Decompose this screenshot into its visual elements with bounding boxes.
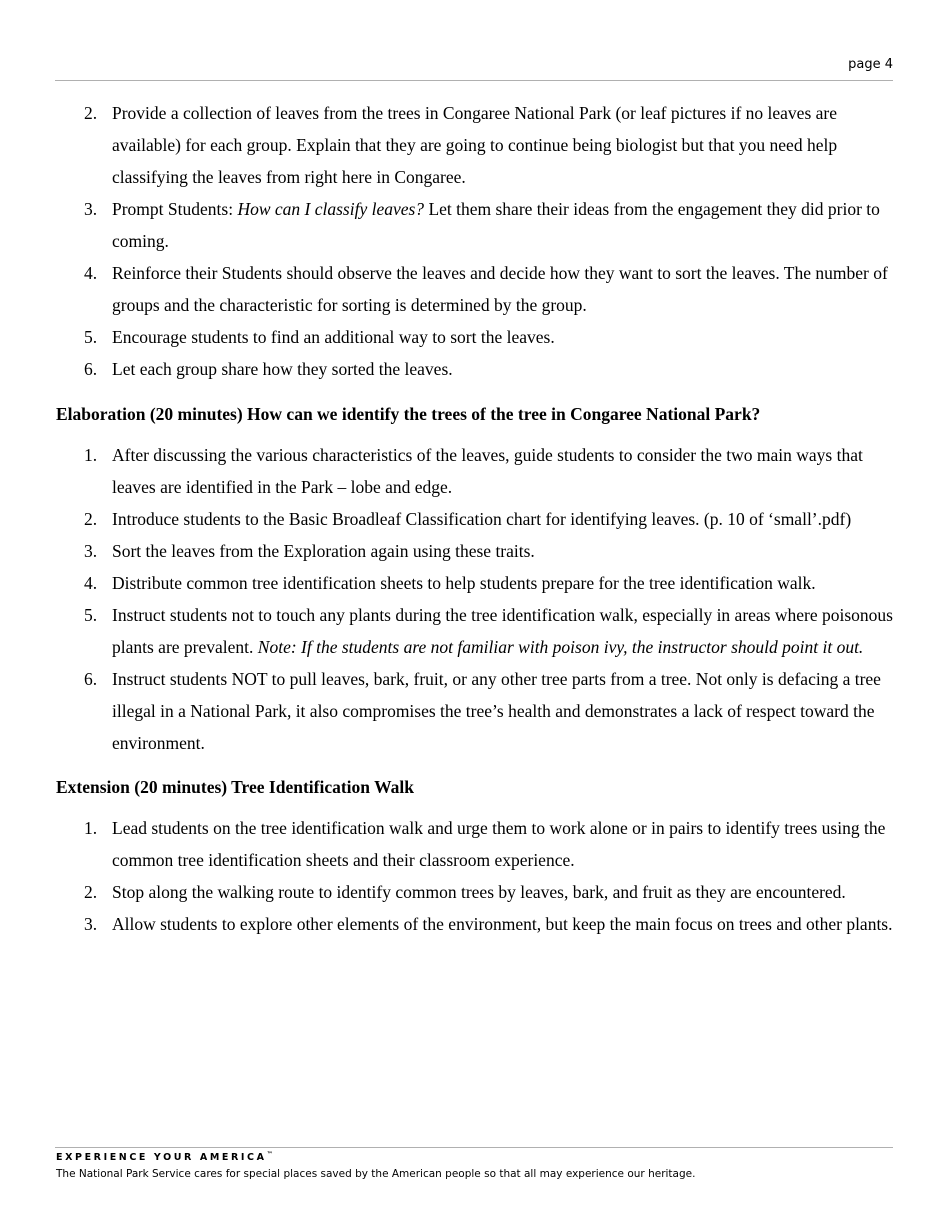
list-item-number: 5. [84, 605, 98, 625]
list-item-text: Instruct students NOT to pull leaves, bark, fruit, or any other tree parts from a tree. Not only is defacing a tree illegal in a National Park, it also compromises the tree’s health and demonstrates a lack of respect toward the environment. [112, 669, 881, 753]
footer-brand [56, 1151, 273, 1163]
list-item-number: 2. [84, 509, 98, 529]
list-item-number: 3. [84, 541, 98, 561]
list-item [56, 876, 896, 908]
list-item-italic-text: How can I classify leaves? [237, 199, 425, 219]
list-item-text: Provide a collection of leaves from the trees in Congaree National Park (or leaf pictures if no leaves are available) for each group. Explain that they are going to continue being biologist but that you need help classifying the leaves from right here in Congaree. [112, 103, 838, 187]
list-item-number: 1. [84, 818, 98, 838]
extension-heading: Extension (20 minutes) Tree Identification Walk [56, 777, 414, 797]
list-item [56, 663, 896, 759]
list-item [56, 257, 896, 321]
list-item-number: 6. [84, 669, 98, 689]
list-item-text: Introduce students to the Basic Broadleaf Classification chart for identifying leaves. (p. 10 of ‘small’.pdf) [112, 509, 852, 529]
exploration-steps-list [56, 97, 896, 385]
trademark-symbol: ™ [266, 1151, 273, 1158]
list-item-text: Reinforce their Students should observe the leaves and decide how they want to sort the leaves. The number of groups and the characteristic for sorting is determined by the group. [112, 263, 888, 315]
list-item-text: Allow students to explore other elements of the environment, but keep the main focus on trees and other plants. [112, 914, 893, 934]
list-item-number: 3. [84, 199, 98, 219]
list-item-number: 2. [84, 103, 98, 123]
list-item-text: Prompt Students: [112, 199, 238, 219]
list-item [56, 439, 896, 503]
list-item [56, 503, 896, 535]
list-item-number: 3. [84, 914, 98, 934]
list-item [56, 535, 896, 567]
list-item-italic-text: Note: If the students are not familiar with poison ivy, the instructor should point it out. [257, 637, 864, 657]
document-body [56, 97, 896, 940]
footer-divider [55, 1147, 893, 1148]
list-item-number: 5. [84, 327, 98, 347]
list-item-number: 6. [84, 359, 98, 379]
elaboration-steps-list [56, 439, 896, 759]
list-item-text: Let each group share how they sorted the leaves. [112, 359, 453, 379]
list-item-number: 1. [84, 445, 98, 465]
list-item [56, 908, 896, 940]
page-number: page 4 [848, 57, 893, 72]
list-item-number: 4. [84, 263, 98, 283]
elaboration-heading: Elaboration (20 minutes) How can we identify the trees of the tree in Congaree National Park? [56, 404, 761, 424]
list-item [56, 193, 896, 257]
list-item [56, 812, 896, 876]
list-item [56, 321, 896, 353]
brand-text: EXPERIENCE YOUR AMERICA [56, 1152, 267, 1164]
footer-tagline: The National Park Service cares for special places saved by the American people so that all may experience our heritage. [56, 1168, 696, 1180]
list-item-text: Distribute common tree identification sheets to help students prepare for the tree identification walk. [112, 573, 816, 593]
list-item [56, 599, 896, 663]
list-item [56, 353, 896, 385]
header-divider [55, 80, 893, 81]
list-item-text: Sort the leaves from the Exploration again using these traits. [112, 541, 535, 561]
list-item-text: Let them share their ideas from the engagement they did prior to coming. [112, 199, 880, 251]
list-item-text: Lead students on the tree identification walk and urge them to work alone or in pairs to identify trees using the common tree identification sheets and their classroom experience. [112, 818, 886, 870]
list-item-text: Encourage students to find an additional way to sort the leaves. [112, 327, 555, 347]
list-item-number: 4. [84, 573, 98, 593]
extension-steps-list [56, 812, 896, 940]
list-item-text: After discussing the various characteristics of the leaves, guide students to consider the two main ways that leaves are identified in the Park – lobe and edge. [112, 445, 863, 497]
list-item-text: Stop along the walking route to identify common trees by leaves, bark, and fruit as they are encountered. [112, 882, 846, 902]
list-item [56, 567, 896, 599]
list-item-text: Instruct students not to touch any plants during the tree identification walk, especially in areas where poisonous plants are prevalent. [112, 605, 893, 657]
list-item-number: 2. [84, 882, 98, 902]
list-item [56, 97, 896, 193]
